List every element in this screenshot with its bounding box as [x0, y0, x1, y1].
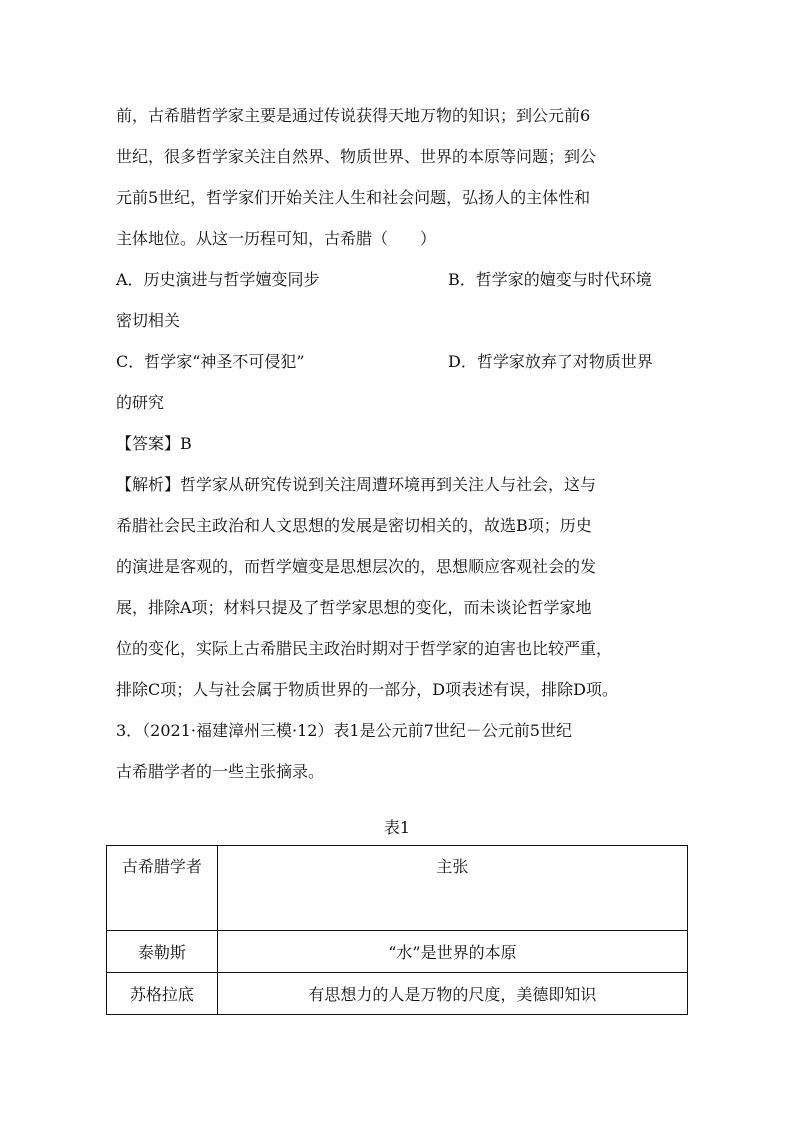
- question3-line: 3．（2021·福建漳州三模·12）表1是公元前7世纪－公元前5世纪: [116, 721, 572, 740]
- options-row-ab: [116, 267, 688, 308]
- question-line: 前，古希腊哲学家主要是通过传说获得天地万物的知识；到公元前6: [116, 106, 591, 125]
- header-view: 主张: [217, 846, 687, 931]
- cell-scholar: 苏格拉底: [107, 973, 218, 1015]
- cell-view: “水”是世界的本原: [217, 931, 687, 973]
- scholars-table: [106, 845, 688, 1015]
- analysis-line: 展，排除A项；材料只提及了哲学家思想的变化，而未谈论哲学家地: [116, 598, 592, 617]
- option-c: C．哲学家“神圣不可侵犯”: [116, 352, 305, 371]
- question-line: 元前5世纪，哲学家们开始关注人生和社会问题，弘扬人的主体性和: [116, 188, 591, 207]
- cell-view: 有思想力的人是万物的尺度，美德即知识: [217, 973, 687, 1015]
- header-scholar: 古希腊学者: [107, 846, 218, 931]
- option-d: D．哲学家放弃了对物质世界: [448, 352, 653, 371]
- question-line: 主体地位。从这一历程可知，古希腊（ ）: [116, 229, 437, 248]
- analysis-line: 排除C项；人与社会属于物质世界的一部分，D项表述有误，排除D项。: [116, 680, 618, 699]
- table-row: [107, 931, 688, 973]
- option-d-continuation: 的研究: [116, 393, 165, 412]
- table-caption: 表1: [383, 818, 411, 837]
- option-b: B．哲学家的嬗变与时代环境: [448, 270, 652, 289]
- cell-scholar: 泰勒斯: [107, 931, 218, 973]
- option-b-continuation: 密切相关: [116, 311, 181, 330]
- table-row: [107, 973, 688, 1015]
- option-a: A．历史演进与哲学嬗变同步: [116, 270, 320, 289]
- analysis-line: 位的变化，实际上古希腊民主政治时期对于哲学家的迫害也比较严重，: [116, 639, 613, 658]
- question3-line: 古希腊学者的一些主张摘录。: [116, 762, 325, 781]
- analysis-line: 的演进是客观的，而哲学嬗变是思想层次的，思想顺应客观社会的发: [116, 557, 597, 576]
- document-body: [116, 103, 688, 800]
- question-line: 世纪，很多哲学家关注自然界、物质世界、世界的本原等问题；到公: [116, 147, 597, 166]
- answer-line: 【答案】B: [116, 434, 192, 453]
- analysis-line: 希腊社会民主政治和人文思想的发展是密切相关的，故选B项；历史: [116, 516, 592, 535]
- analysis-line: 【解析】哲学家从研究传说到关注周遭环境再到关注人与社会，这与: [116, 475, 597, 494]
- options-row-cd: [116, 349, 688, 390]
- table-header-row: [107, 846, 688, 931]
